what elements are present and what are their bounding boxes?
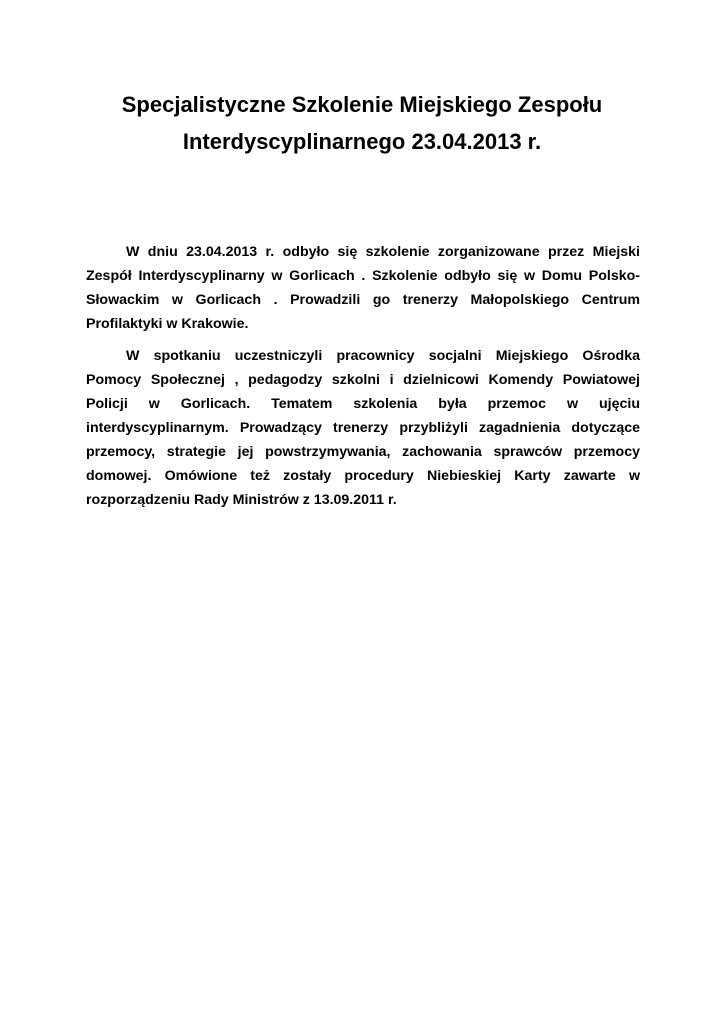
paragraph-line: przemocy, strategie jej powstrzymywania, zachowania sprawców przemocy [86,444,640,460]
paragraph-line: W dniu 23.04.2013 r. odbyło się szkolenie zorganizowane przez Miejski [126,244,640,260]
document-title [60,86,664,160]
paragraph-line: interdyscyplinarnym. Prowadzący trenerzy przybliżyli zagadnienia dotyczące [86,420,640,436]
paragraph-line: rozporządzeniu Rady Ministrów z 13.09.2011 r. [86,492,397,508]
paragraph-line: Profilaktyki w Krakowie. [86,316,249,332]
title-line: Interdyscyplinarnego 23.04.2013 r. [182,129,542,154]
paragraph-line: Słowackim w Gorlicach . Prowadzili go trenerzy Małopolskiego Centrum [86,292,640,308]
paragraph-line: W spotkaniu uczestniczyli pracownicy socjalni Miejskiego Ośrodka [126,348,640,364]
paragraph-line: Zespół Interdyscyplinarny w Gorlicach . Szkolenie odbyło się w Domu Polsko- [86,268,640,284]
paragraph-line: Pomocy Społecznej , pedagodzy szkolni i dzielnicowi Komendy Powiatowej [86,372,640,388]
document-body [86,240,640,520]
paragraph-line: Policji w Gorlicach. Tematem szkolenia była przemoc w ujęciu [86,396,640,412]
paragraph-1 [86,240,640,336]
paragraph-2 [86,344,640,512]
title-line: Specjalistyczne Szkolenie Miejskiego Zespołu [121,92,603,117]
paragraph-line: domowej. Omówione też zostały procedury Niebieskiej Karty zawarte w [86,468,640,484]
